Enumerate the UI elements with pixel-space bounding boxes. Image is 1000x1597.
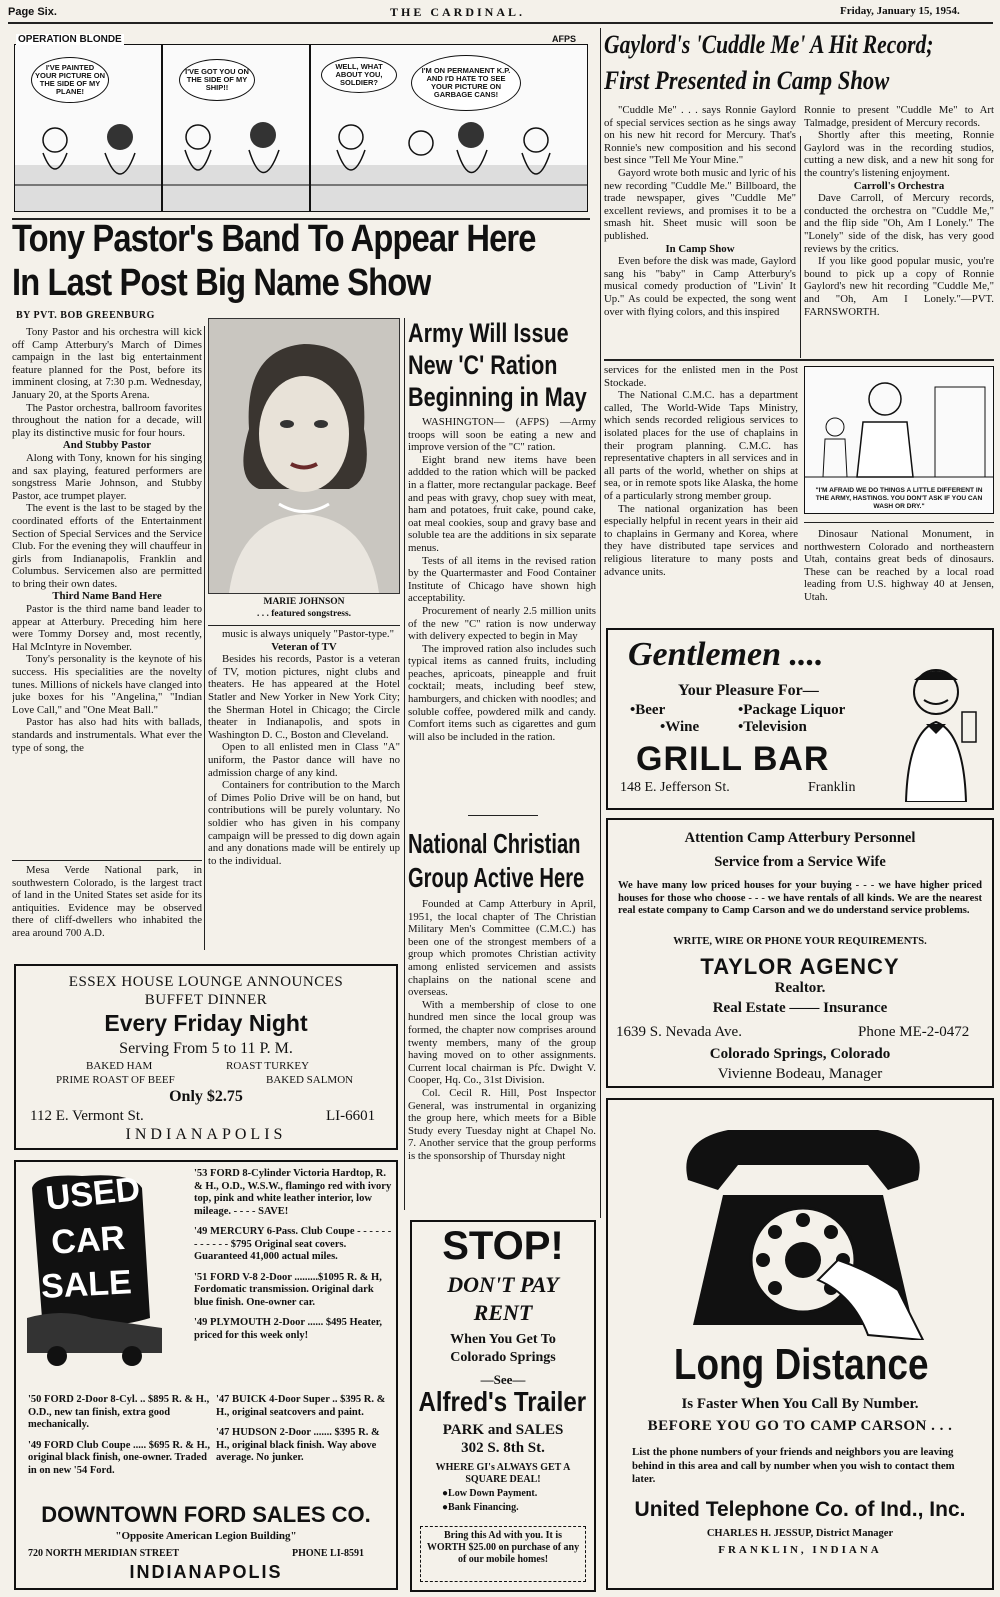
paragraph: Founded at Camp Atterbury in April, 1951, the local chapter of The Christian Military Men's Committee (C.M.C.) has been one of the strongest members of a group which promotes Christian activity among enlisted servicemen and assists chaplains on the national scene and overseas. (408, 898, 596, 999)
photo-caption (208, 596, 400, 620)
grill-pleasure: Your Pleasure For— (678, 682, 819, 699)
essex-city: INDIANAPOLIS (125, 1126, 287, 1143)
divider (468, 815, 538, 816)
taylor-body: We have many low priced houses for your buying - - - we have higher priced houses for those who choose - - - we have rentals of all kinds. We are the nearest real estate company to Camp Carson and we do understand service problems. (618, 880, 982, 916)
rent-text: RENT (473, 1300, 533, 1325)
grill-item-wine: •Wine (660, 719, 700, 735)
essex-house-ad (14, 964, 398, 1150)
phone-before: BEFORE YOU GO TO CAMP CARSON . . . (647, 1418, 953, 1434)
column-rule (404, 318, 405, 1210)
taylor-re: Real Estate —— Insurance (712, 1000, 888, 1016)
menu-item: PRIME ROAST OF BEEF (56, 1074, 175, 1086)
gi-square-deal: WHERE GI's ALWAYS GET A SQUARE DEAL! (435, 1462, 571, 1485)
telephone-icon (668, 1110, 938, 1340)
grill-bar-name: GRILL BAR (636, 740, 830, 778)
ration-headline-3: Beginning in May (408, 382, 587, 412)
taylor-name: TAYLOR AGENCY (700, 954, 900, 979)
alfreds-trailer-ad (410, 1220, 596, 1592)
paper-name: THE CARDINAL. (390, 5, 526, 19)
grill-item-tv: •Television (738, 719, 807, 735)
paragraph: Ronnie to present "Cuddle Me" to Art Talmadge, president of Mercury records. (804, 104, 994, 129)
grill-item-beer: •Beer (630, 702, 666, 718)
bullet-financing: ●Bank Financing. (442, 1502, 519, 1513)
subhead: Veteran of TV (271, 640, 337, 653)
car-listings-right (194, 1168, 394, 1342)
taylor-attention: Attention Camp Atterbury Personnel (684, 830, 916, 846)
comic-caption: "I'M AFRAID WE DO THINGS A LITTLE DIFFERENT IN THE ARMY, HASTINGS. YOU DON'T ASK IF YOU CAN WASH OR DRY." (815, 487, 983, 510)
comic-bubble-1: I'VE PAINTED YOUR PICTURE ON THE SIDE OF MY PLANE! (31, 57, 109, 103)
menu-item: BAKED SALMON (266, 1074, 354, 1086)
car-listing: '49 PLYMOUTH 2-Door ...... $495 Heater, priced for this week only! (194, 1317, 383, 1341)
car-listings-right-2 (216, 1394, 394, 1465)
pastor-column-1 (12, 326, 202, 856)
paragraph: Gayord wrote both music and lyric of his new recording "Cuddle Me." Billboard, the trade newspaper, gives "Cuddle Me" excellent reviews, and promises it to be a smash hit. Sheet music will soon be published. (604, 166, 796, 242)
dealer-address: 720 NORTH MERIDIAN STREET (28, 1548, 180, 1559)
park-sales: PARK and SALES (442, 1422, 564, 1438)
taylor-service: Service from a Service Wife (714, 854, 886, 870)
comic-panel-2 (162, 44, 310, 212)
paragraph: With a membership of close to one hundred men since the local group was formed, the chapter now comprises around twenty members, many of the group having moved on to other assignments. Current local chairman is Pfc. Dwight V. Cooper, Hq. Co., 31st Division. (408, 998, 596, 1087)
paragraph: The event is the last to be staged by the coordinated efforts of the Entertainment Section of Special Services and the Service Club. For the evening they will chauffeur in girls from Indianapolis, Franklin and Columbus. Servicemen also are permitted to bring their own dates. (12, 502, 202, 590)
pastor-column-2 (208, 628, 400, 950)
mesa-verde-filler (12, 864, 202, 948)
paragraph: Col. Cecil R. Hill, Post Inspector General, was instrumental in organizing the group here, which meets for a Bible Study every Tuesday night at Chapel No. 7. Another service that the group performs is the sponsorship of Thursday night (408, 1086, 596, 1162)
taylor-realtor: Realtor. (774, 980, 826, 996)
army-comic (804, 366, 994, 514)
column-rule (600, 28, 601, 1218)
pastor-byline: BY PVT. BOB GREENBURG (16, 310, 155, 321)
bartender-icon (886, 652, 986, 802)
paragraph: Tony's personality is the keynote of his success. His specialities are the novelty tunes. Millions of nickels have clanged into juke boxes for his "Angelina," "Indian Love Call," and "One Meat Ball." (12, 653, 202, 716)
colorado-springs: Colorado Springs (450, 1350, 556, 1365)
marie-johnson-photo (208, 318, 400, 594)
car-listing: '51 FORD V-8 2-Door .........$1095 R. & H, Fordomatic transmission. Original dark blue finish. One-owner car. (194, 1271, 382, 1308)
paragraph: Open to all enlisted men in Class "A" uniform, the Pastor dance will have no admission charge of any kind. (208, 741, 400, 779)
issue-date: Friday, January 15, 1954. (840, 5, 960, 17)
divider (804, 522, 994, 523)
ration-body (408, 416, 596, 806)
gentlemen-script: Gentlemen .... (628, 636, 824, 673)
telephone-company: United Telephone Co. of Ind., Inc. (634, 1498, 966, 1521)
united-telephone-ad (606, 1098, 994, 1590)
gaylord-column-2 (804, 104, 994, 358)
car-listing: '53 FORD 8-Cylinder Victoria Hardtop, R. & H., O.D., W.S.W., flamingo red with ivory top, pink and white leather interior, low mileage. - - - - SAVE! (194, 1168, 392, 1217)
christian-column-2 (604, 364, 798, 624)
dinosaur-filler (804, 528, 994, 620)
paragraph: Eight brand new items have been addded to the ration which will be packed in a flatter, more rectangular package. Beef and peas with gravy, chop suey with meat, ham and potatoes, fruit cake, pound cake, oat meal cookies, soup and gravy base and soluble tea are the additions in six separate menus. (408, 453, 596, 554)
comic-bubble-2: I'VE GOT YOU ON THE SIDE OF MY SHIP!! (179, 59, 255, 101)
dealer-phone: PHONE LI-8591 (292, 1548, 364, 1559)
christian-headline-1: National Christian (408, 828, 581, 859)
paragraph: Even before the disk was made, Gaylord sang his "baby" in Camp Atterbury's musical comedy production of "Livin' It Up." As could be expected, the song went over with flying colors, and this inspired (604, 255, 796, 318)
paragraph: Mesa Verde National park, in southwestern Colorado, is the largest tract of land in the United States set aside for its antiquities. Evidence may be observed there of cliff-dwellers who inhabited the area around 700 A.D. (12, 864, 202, 939)
grill-bar-ad (606, 628, 994, 810)
menu-item: BAKED HAM (86, 1060, 153, 1072)
paragraph: Tests of all items in the revised ration by the Quartermaster and Food Container Institute of Chicago have shown high acceptability. (408, 554, 596, 605)
subhead: Third Name Band Here (52, 590, 162, 603)
trailer-address: 302 S. 8th St. (461, 1440, 545, 1456)
portrait-image (209, 319, 399, 593)
paragraph: The improved ration also includes such typical items as canned fruits, including peaches, apricoats, pineapple and fruit cocktail; meats, including beef stew, hamburgers, and chicken with noodles; and soluble coffee, powdered milk and candy. Comfort items such as cigarettes and gum will also be included in the ration. (408, 642, 596, 743)
car-listing: '49 MERCURY 6-Pass. Club Coupe - - - - - - - - - - - - $795 Original seat covers. Guaranteed 41,000 actual miles. (194, 1226, 392, 1262)
essex-friday: Every Friday Night (104, 1010, 308, 1036)
logo-car: CAR (50, 1218, 127, 1262)
used-car-sale-ad (14, 1160, 398, 1590)
when-text: When You Get To (450, 1332, 556, 1347)
dealer-city: INDIANAPOLIS (129, 1562, 283, 1582)
logo-used: USED (44, 1170, 142, 1218)
paragraph: Dave Carroll, of Mercury records, conducted the orchestra on "Cuddle Me," and the flip side "Oh, Am I Lonely." The "Lonely" side of the disk, has very good reviews by the critics. (804, 192, 994, 255)
subhead: And Stubby Pastor (62, 439, 152, 452)
paragraph: If you like good popular music, you're bound to pick up a copy of Ronnie Gaylord's new hit recording "Cuddle Me," and "Oh, Am I Lonely."—PVT. FARNSWORTH. (804, 255, 994, 318)
dealer-opposite: "Opposite American Legion Building" (115, 1530, 297, 1542)
paragraph: The National C.M.C. has a department called, The World-Wide Taps Ministry, which sends recorded religious services to isolated places for the use of chaplains in their program planning. C.M.C. has representative chapters in all services and in all parts of the world, whether on ships at sea, or in remote spots like Alaska, the home of a particularly strong member group. (604, 389, 798, 502)
gaylord-headline-1: Gaylord's 'Cuddle Me' A Hit Record; (604, 30, 934, 59)
trailer-coupon[interactable]: Bring this Ad with you. It is WORTH $25.00 on purchase of any of our mobile homes! (420, 1526, 586, 1582)
paragraph: Tony Pastor and his orchestra will kick off Camp Atterbury's March of Dimes campaign in the last big entertainment feature planned for the Post, before its imminent closing, at 7:30 p.m. Wednesday, January 20, at the Sports Arena. (12, 326, 202, 401)
paragraph: Shortly after this meeting, Ronnie Gaylord was in the recording studios, cutting a new disk, and a new hit song for the country's listening enjoyment. (804, 129, 994, 179)
essex-address: 112 E. Vermont St. (30, 1108, 144, 1124)
taylor-address: 1639 S. Nevada Ave. (616, 1024, 742, 1040)
paragraph: Dinosaur National Monument, in northwestern Colorado and northeastern Utah, contains great beds of dinosaurs. These can be reached by a local road leading from U.S. highway 40 at Jensen, Utah. (804, 528, 994, 603)
comic-panel-3 (310, 44, 588, 212)
paragraph: "Cuddle Me" . . . says Ronnie Gaylord of special services section as he sings away on his new hit record for Mercury. That's Ronnie's new composition and his second best since "Tell Me Your Mine." (604, 104, 796, 167)
gaylord-column-1 (604, 104, 796, 358)
paragraph: services for the enlisted men in the Post Stockade. (604, 364, 798, 389)
subhead: In Camp Show (665, 242, 735, 255)
car-listings-left (28, 1394, 210, 1477)
comic-title: OPERATION BLONDE (18, 34, 122, 45)
phone-body: List the phone numbers of your friends and neighbors you are leaving behind in this area and call by number when you wish to contact them later. (632, 1446, 955, 1485)
taylor-city: Colorado Springs, Colorado (709, 1046, 891, 1062)
ration-headline-2: New 'C' Ration (408, 350, 558, 380)
pastor-headline-1: Tony Pastor's Band To Appear Here (12, 218, 536, 260)
christian-headline-2: Group Active Here (408, 862, 585, 893)
telephone-manager: CHARLES H. JESSUP, District Manager (706, 1528, 894, 1539)
comic-bubble-4: I'M ON PERMANENT K.P. AND I'D HATE TO SEE YOUR PICTURE ON GARBAGE CANS! (411, 55, 521, 111)
telephone-city: FRANKLIN, INDIANA (718, 1544, 882, 1556)
subhead: Carroll's Orchestra (853, 179, 945, 192)
divider (12, 860, 202, 861)
car-listing: '47 HUDSON 2-Door ....... $395 R. & H., original black finish. Way above average. No junker. (216, 1427, 380, 1463)
dont-pay: DON'T PAY (447, 1272, 559, 1297)
paragraph: WASHINGTON— (AFPS) —Army troops will soon be eating a new and improve version of the "C" ration. (408, 416, 596, 454)
grill-city: Franklin (808, 780, 856, 795)
column-rule (204, 326, 205, 950)
dealer-name: DOWNTOWN FORD SALES CO. (41, 1502, 371, 1527)
gaylord-headline-2: First Presented in Camp Show (604, 66, 890, 95)
grill-address: 148 E. Jefferson St. (620, 780, 730, 795)
comic-operation-blonde (12, 28, 590, 216)
taylor-manager: Vivienne Bodeau, Manager (717, 1066, 883, 1082)
car-listing: '47 BUICK 4-Door Super .. $395 R. & H., original seatcovers and paint. (216, 1394, 386, 1418)
paragraph: The Pastor orchestra, ballroom favorites throughout the nation for a decade, will play its distinctive music for four hours. (12, 401, 202, 439)
taylor-agency-ad (606, 818, 994, 1088)
essex-price: Only $2.75 (169, 1088, 243, 1105)
trailer-name: Alfred's Trailer (418, 1386, 587, 1417)
essex-serving: Serving From 5 to 11 P. M. (119, 1040, 293, 1057)
masthead-rule (8, 22, 993, 24)
ration-headline-1: Army Will Issue (408, 318, 569, 348)
grill-item-liquor: •Package Liquor (738, 702, 846, 718)
divider (208, 625, 400, 626)
paragraph: Along with Tony, known for his singing and sax playing, featured performers are songstress Marie Johnson, and Stubby Pastor, ace trumpet player. (12, 451, 202, 502)
car-listing: '49 FORD Club Coupe ..... $695 R. & H., original black finish, one-owner. Traded in on new '54 Ford. (28, 1439, 210, 1476)
divider (604, 359, 994, 361)
menu-item: ROAST TURKEY (226, 1060, 310, 1072)
christian-body (408, 898, 596, 1210)
car-listing: '50 FORD 2-Door 8-Cyl. .. $895 R. & H., O.D., new tan finish, extra good mechanically. (28, 1394, 210, 1430)
comic-bubble-3: WELL, WHAT ABOUT YOU, SOLDIER? (321, 57, 397, 93)
comic-panel-1 (14, 44, 162, 212)
paragraph: music is always uniquely "Pastor-type." (222, 628, 395, 640)
phone-faster: Is Faster When You Call By Number. (681, 1396, 919, 1412)
comic-art-kitchen (805, 367, 993, 485)
paragraph: Pastor has also had hits with ballads, standards and instrumentals. What ever the type of song, the (12, 716, 202, 754)
paragraph: The national organization has been especially helpful in recent years in their aid to chaplains in Germany and Korea, where they have distributed tape services and religious literature to many posts and advance units. (604, 502, 798, 578)
column-rule (800, 136, 801, 358)
stop-text: STOP! (442, 1224, 564, 1268)
see-text: —See— (480, 1372, 526, 1387)
caption-desc: . . . featured songstress. (256, 609, 352, 619)
essex-phone: LI-6601 (326, 1108, 376, 1124)
paragraph: Procurement of nearly 2.5 million units of the new "C" ration is now underway with delivery expected to begin in May (408, 604, 596, 643)
pastor-headline-2: In Last Post Big Name Show (12, 262, 431, 304)
essex-buffet: BUFFET DINNER (144, 992, 268, 1008)
long-distance-headline: Long Distance (673, 1340, 929, 1389)
paragraph: Besides his records, Pastor is a veteran of TV, motion pictures, night clubs and theaters. He has appeared at the Hotel Statler and New Yorker in New York City; the Sherman Hotel in Chicago; the Circle theater in Indianapolis, and spots in Washington D. C., Boston and Cleveland. (208, 653, 400, 741)
paragraph: Containers for contribution to the March of Dimes Polio Drive will be on hand, but contributions will be purely voluntary. No soldier who has given in his company campaign will be pressed to dig down again and any donations made will be entirely up to the individual. (208, 779, 400, 867)
logo-sale: SALE (40, 1263, 133, 1306)
taylor-write: WRITE, WIRE OR PHONE YOUR REQUIREMENTS. (673, 936, 927, 947)
paragraph: Pastor is the third name band leader to appear at Atterbury. Preceding him here were Tommy Dorsey and, most recently, Hal McIntyre in November. (12, 603, 202, 653)
taylor-phone: Phone ME-2-0472 (858, 1024, 970, 1040)
comic-source: AFPS (552, 34, 577, 44)
essex-announces: ESSEX HOUSE LOUNGE ANNOUNCES (68, 974, 344, 990)
caption-name: MARIE JOHNSON (263, 597, 345, 607)
page-number: Page Six. (8, 6, 57, 18)
bullet-payment: ●Low Down Payment. (442, 1488, 538, 1499)
